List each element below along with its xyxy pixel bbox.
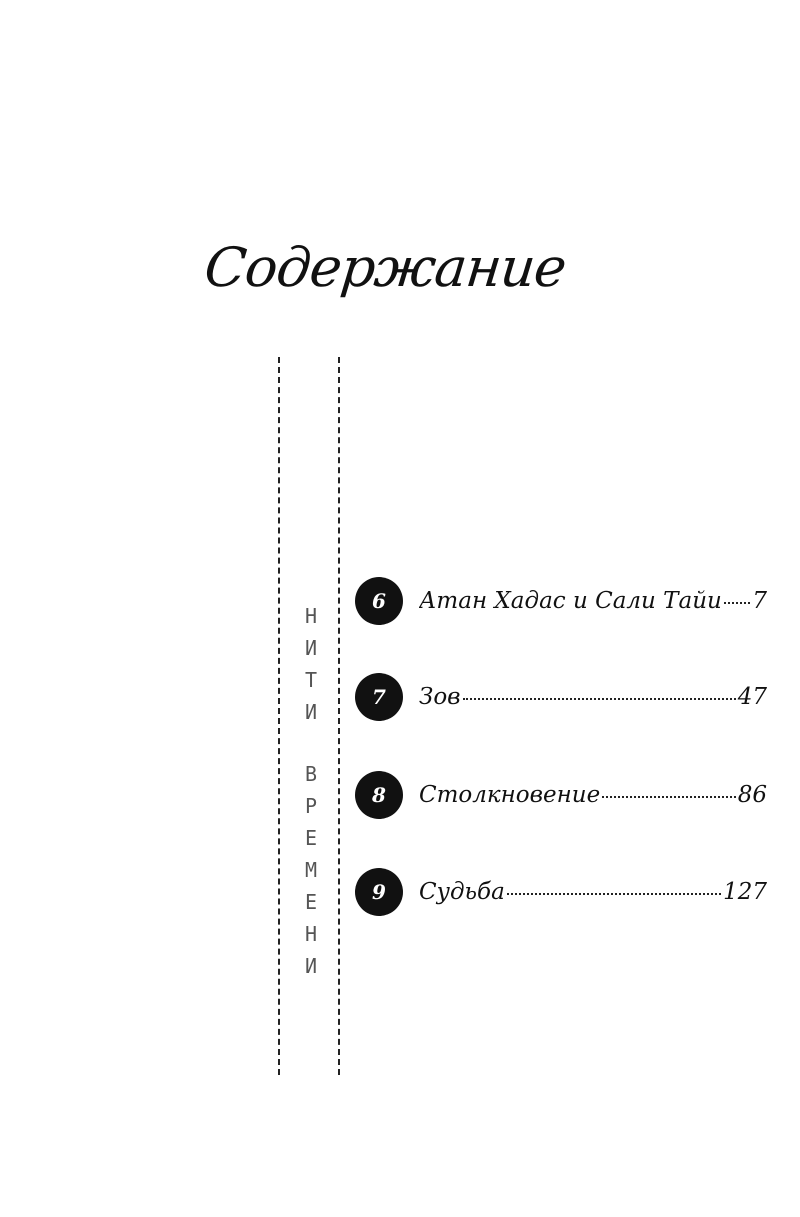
dot-leader bbox=[507, 893, 721, 895]
chapter-number-badge: 7 bbox=[355, 673, 403, 721]
toc-entry[interactable] bbox=[355, 867, 767, 917]
chapter-title: Атан Хадас и Сали Тайи bbox=[419, 588, 722, 614]
chapter-title: Столкновение bbox=[419, 782, 601, 808]
page-number: 47 bbox=[737, 684, 767, 710]
dot-leader bbox=[463, 698, 736, 700]
series-title-letter: И bbox=[304, 954, 318, 978]
dot-leader bbox=[602, 796, 736, 798]
chapter-title: Судьба bbox=[419, 879, 505, 905]
toc-entry[interactable] bbox=[355, 576, 767, 626]
toc-entry-line bbox=[419, 879, 767, 905]
dashed-divider-right bbox=[338, 357, 340, 1075]
toc-entry[interactable] bbox=[355, 770, 767, 820]
page-number: 127 bbox=[723, 879, 767, 905]
series-title-letter: Е bbox=[304, 826, 318, 850]
toc-entry-line bbox=[419, 782, 767, 808]
series-title-letter: Т bbox=[304, 668, 318, 692]
toc-entry-line bbox=[419, 588, 767, 614]
series-title-letter: Е bbox=[304, 890, 318, 914]
series-title-letter: И bbox=[304, 636, 318, 660]
dashed-divider-left bbox=[278, 357, 280, 1075]
page-title: Содержание bbox=[201, 236, 569, 299]
chapter-title: Зов bbox=[419, 684, 461, 710]
series-title-letter: Р bbox=[304, 794, 318, 818]
series-title-letter: И bbox=[304, 700, 318, 724]
series-title-letter: В bbox=[304, 762, 318, 786]
page-number: 86 bbox=[737, 782, 767, 808]
toc-entry[interactable] bbox=[355, 672, 767, 722]
vertical-series-title bbox=[296, 600, 326, 982]
chapter-number-badge: 9 bbox=[355, 868, 403, 916]
series-title-letter: Н bbox=[304, 604, 318, 628]
toc-entry-line bbox=[419, 684, 767, 710]
series-title-spacer bbox=[296, 728, 326, 758]
chapter-number-badge: 6 bbox=[355, 577, 403, 625]
series-title-letter: Н bbox=[304, 922, 318, 946]
dot-leader bbox=[724, 602, 751, 604]
chapter-number-badge: 8 bbox=[355, 771, 403, 819]
page-number: 7 bbox=[752, 588, 767, 614]
series-title-letter: М bbox=[304, 858, 318, 882]
